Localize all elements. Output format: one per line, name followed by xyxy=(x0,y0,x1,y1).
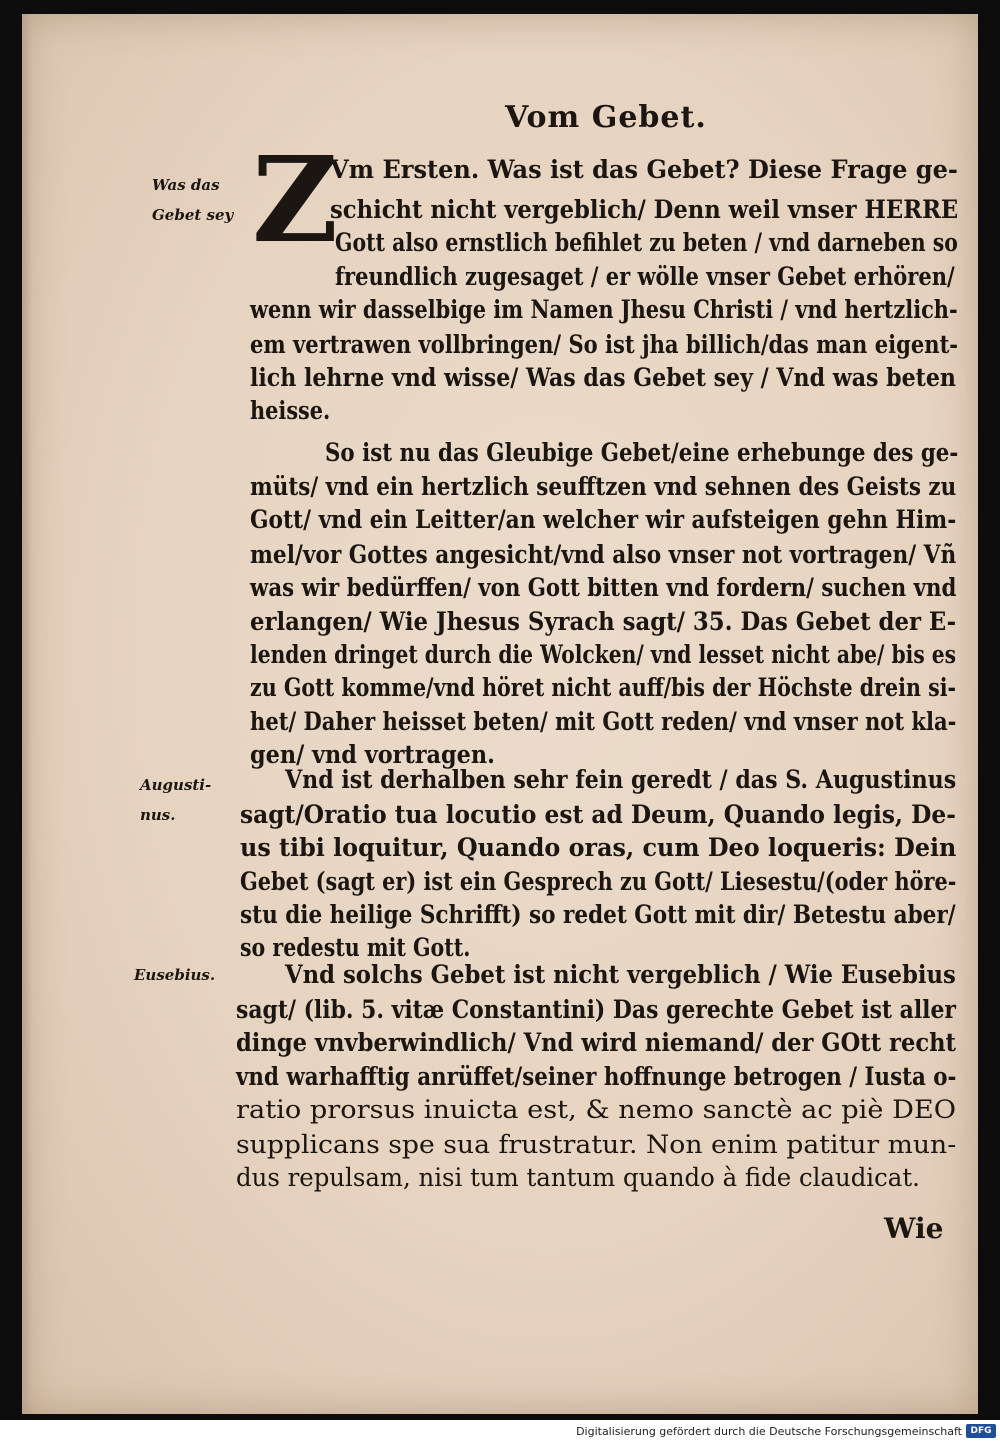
dfg-logo: DFG xyxy=(966,1424,996,1438)
margin-note-line: Eusebius. xyxy=(134,966,216,984)
text-line: Vm Ersten. Was ist das Gebet? Diese Frage ge- xyxy=(330,155,958,184)
margin-note-line: Was das xyxy=(152,176,220,194)
decorated-initial: Z xyxy=(252,130,339,269)
text-line: vnd warhafftig anrüffet/seiner hoffnunge betrogen / Iusta o- xyxy=(236,1062,957,1091)
text-line: Gebet (sagt er) ist ein Gesprech zu Gott/ Liesestu/(oder höre- xyxy=(240,867,957,896)
text-line: Gott/ vnd ein Leitter/an welcher wir aufsteigen gehn Him- xyxy=(250,505,957,534)
text-line: wenn wir dasselbige im Namen Jhesu Christi / vnd hertzlich- xyxy=(250,295,958,324)
margin-note-line: Gebet sey xyxy=(152,206,234,224)
footer-credit: Digitalisierung gefördert durch die Deutsche Forschungsgemeinschaft xyxy=(576,1425,962,1438)
text-line: dus repulsam, nisi tum tantum quando à fide claudicat. xyxy=(236,1163,920,1192)
text-line: müts/ vnd ein hertzlich seufftzen vnd sehnen des Geists zu xyxy=(250,472,957,501)
text-line: ratio prorsus inuicta est, & nemo sanctè ac piè DEO xyxy=(236,1095,957,1124)
text-line: erlangen/ Wie Jhesus Syrach sagt/ 35. Das Gebet der E- xyxy=(250,607,957,636)
text-line: Vnd ist derhalben sehr fein geredt / das S. Augustinus xyxy=(285,765,957,794)
margin-note-line: Augusti- xyxy=(140,776,212,794)
text-line: mel/vor Gottes angesicht/vnd also vnser not vortragen/ Vñ xyxy=(250,540,957,569)
text-line: sagt/ (lib. 5. vitæ Constantini) Das gerechte Gebet ist aller xyxy=(236,995,956,1024)
margin-note-eusebius xyxy=(134,960,215,990)
text-line: lenden dringet durch die Wolcken/ vnd lesset nicht abe/ bis es xyxy=(250,640,957,669)
text-line: het/ Daher heisset beten/ mit Gott reden/ vnd vnser not kla- xyxy=(250,707,957,736)
text-line: us tibi loquitur, Quando oras, cum Deo loqueris: Dein xyxy=(240,833,957,862)
text-line: Gott also ernstlich befihlet zu beten / vnd darneben so xyxy=(335,228,958,257)
margin-note-was-das-gebet xyxy=(152,170,233,230)
text-line: sagt/Oratio tua locutio est ad Deum, Quando legis, De- xyxy=(240,800,956,829)
text-line: supplicans spe sua frustratur. Non enim patitur mun- xyxy=(236,1130,957,1159)
text-line: schicht nicht vergeblich/ Denn weil vnser HERRE xyxy=(330,195,959,224)
text-line: dinge vnvberwindlich/ Vnd wird niemand/ der GOtt recht xyxy=(236,1028,956,1057)
page-edge-shadow xyxy=(22,14,32,1414)
text-line: Vnd solchs Gebet ist nicht vergeblich / Wie Eusebius xyxy=(285,960,956,989)
text-line: freundlich zugesaget / er wölle vnser Gebet erhören/ xyxy=(335,262,955,291)
text-line: stu die heilige Schrifft) so redet Gott mit dir/ Betestu aber/ xyxy=(240,900,956,929)
catchword: Wie xyxy=(884,1212,944,1245)
text-line: was wir bedürffen/ von Gott bitten vnd fordern/ suchen vnd xyxy=(250,573,957,602)
text-line: heisse. xyxy=(250,396,331,425)
page-header: Vom Gebet. xyxy=(505,100,707,135)
margin-note-line: nus. xyxy=(140,806,176,824)
text-line: So ist nu das Gleubige Gebet/eine erhebunge des ge- xyxy=(325,438,959,467)
margin-note-augustinus xyxy=(140,770,211,830)
text-line: em vertrawen vollbringen/ So ist jha billich/das man eigent- xyxy=(250,330,959,359)
text-line: gen/ vnd vortragen. xyxy=(250,740,495,769)
text-line: lich lehrne vnd wisse/ Was das Gebet sey / Vnd was beten xyxy=(250,363,956,392)
footer-bar xyxy=(0,1420,1000,1444)
text-line: so redestu mit Gott. xyxy=(240,933,471,962)
text-line: zu Gott komme/vnd höret nicht auff/bis der Höchste drein si- xyxy=(250,673,957,702)
